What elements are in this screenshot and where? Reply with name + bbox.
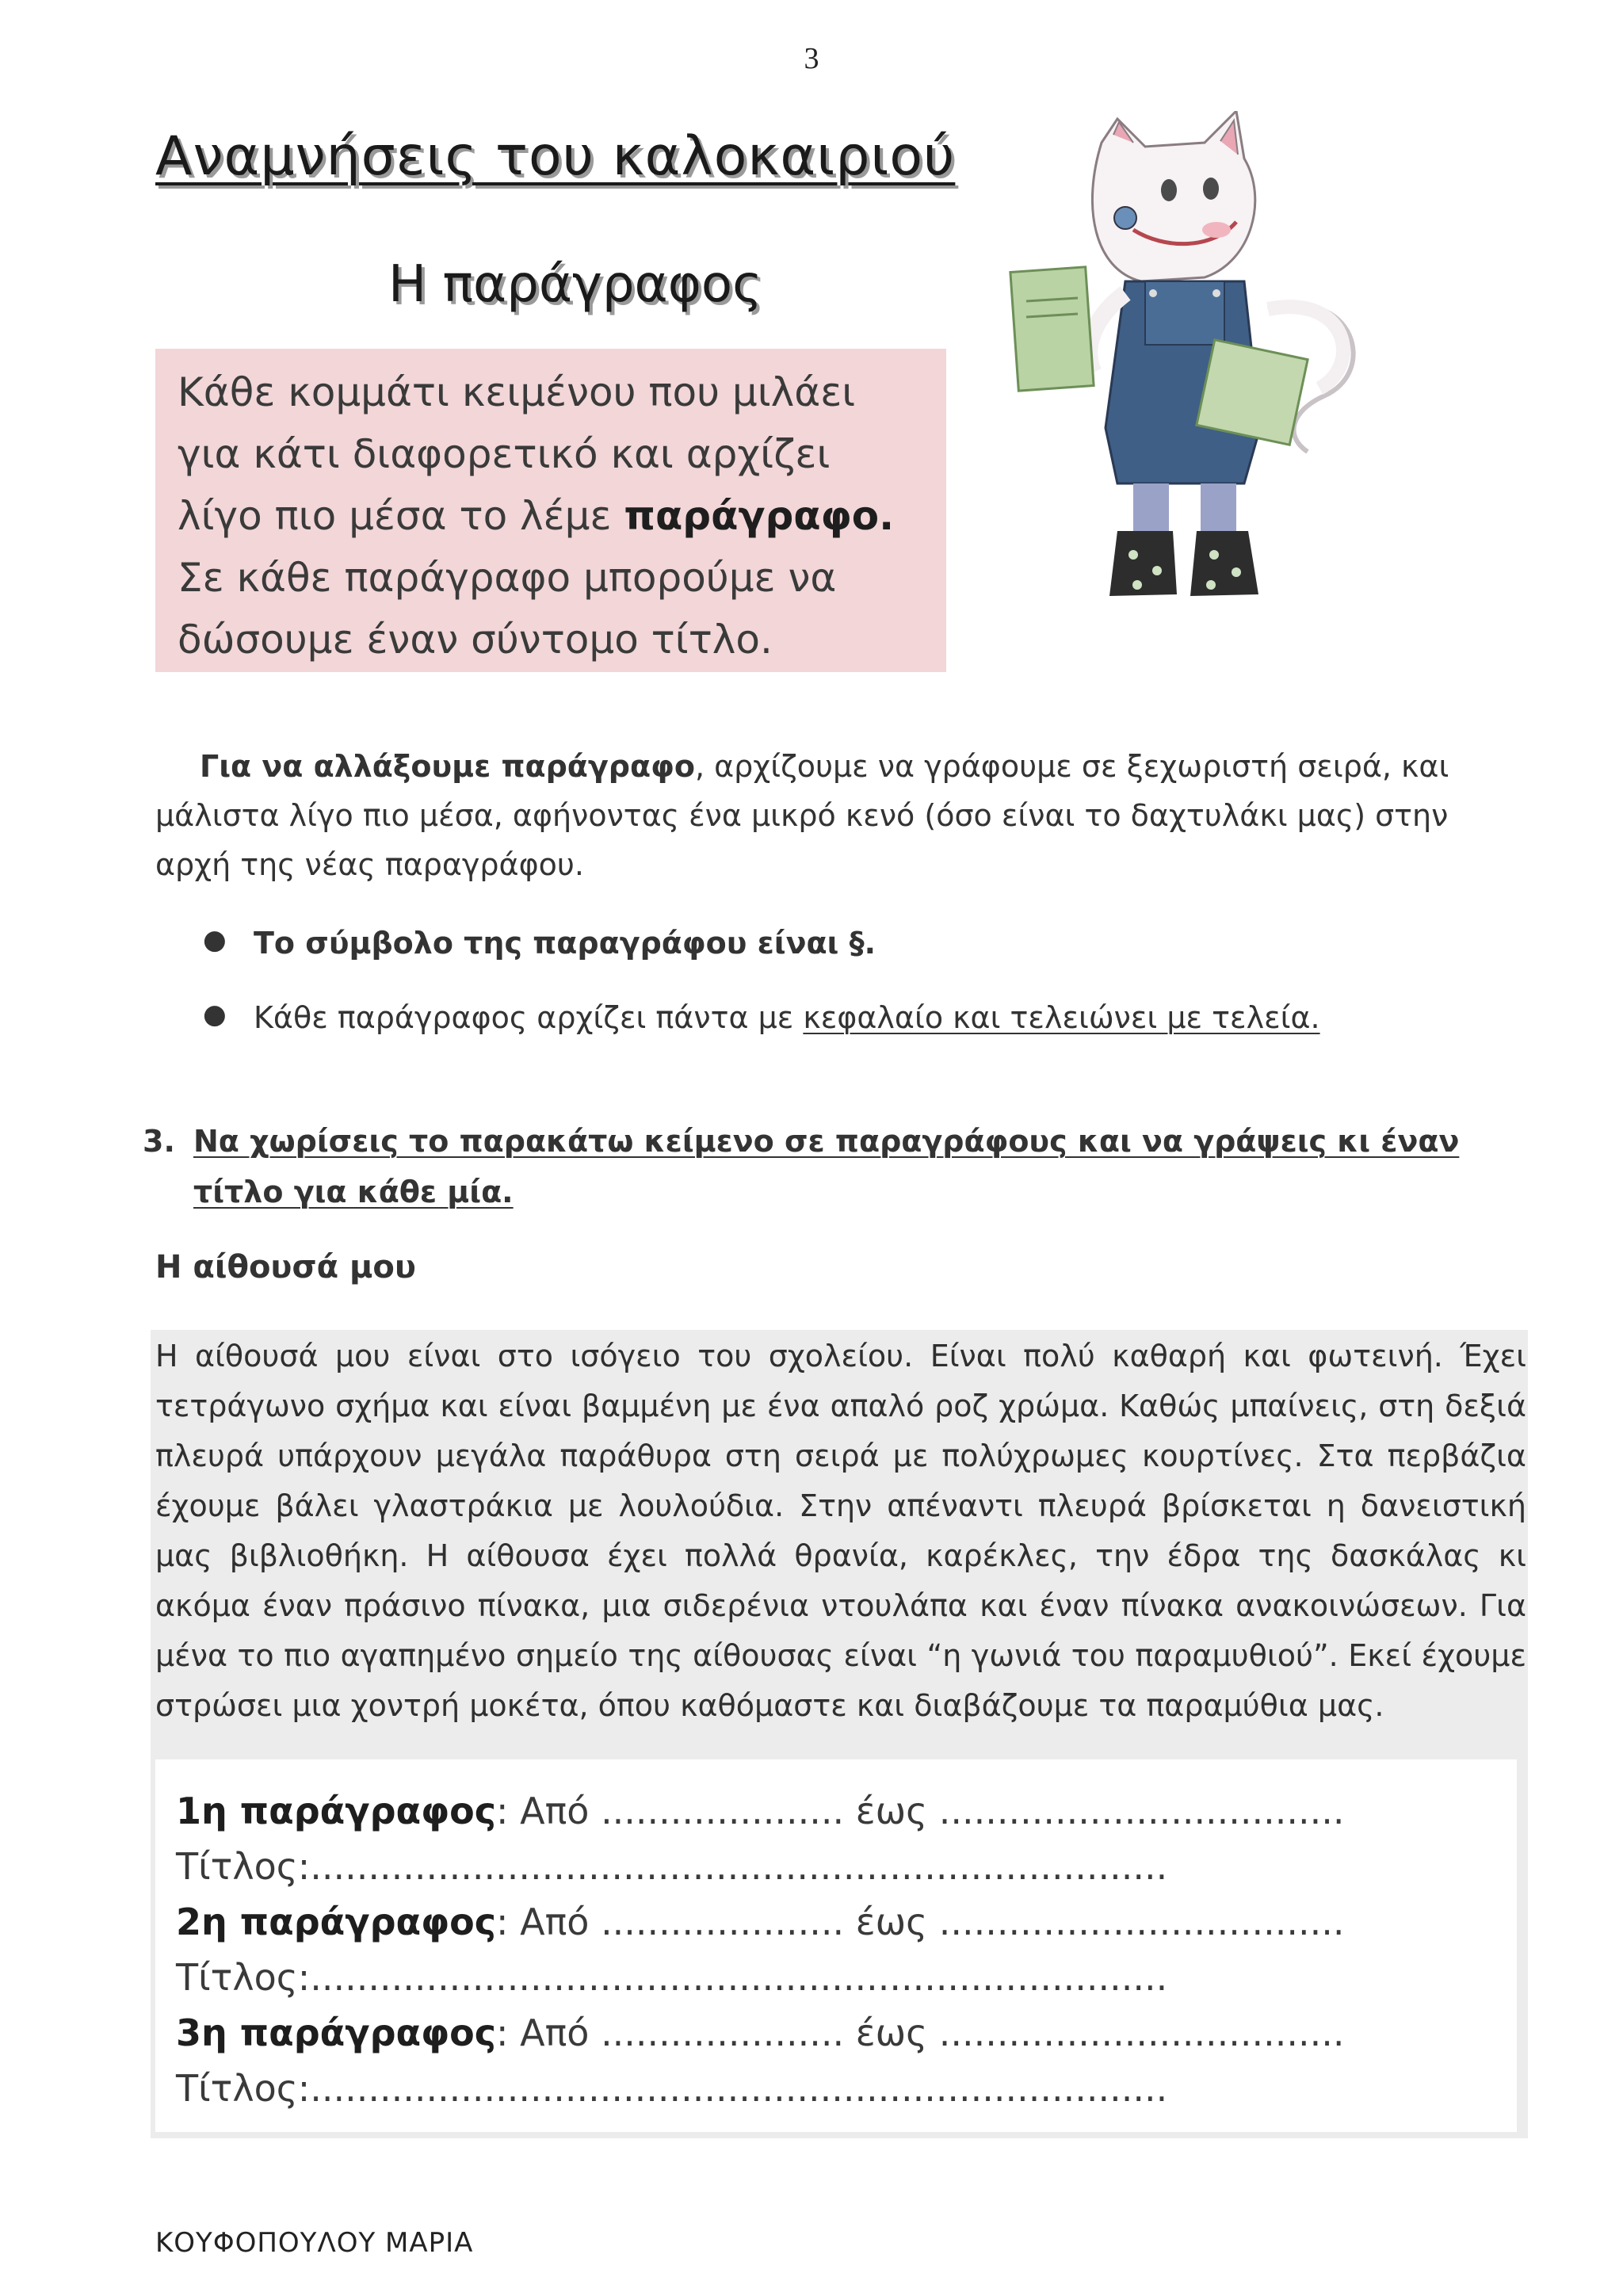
answer-label: 3η παράγραφος	[176, 2011, 497, 2054]
answer-line-paragraph-3[interactable]	[176, 2011, 1345, 2054]
answer-line-paragraph-2[interactable]	[176, 1901, 1345, 1943]
answer-range: : Από ..................... έως ...................................	[496, 1901, 1345, 1943]
section-title: Η αίθουσά μου	[155, 1249, 416, 1286]
bullet-icon: ●	[203, 999, 227, 1030]
bullet-text	[254, 1000, 1320, 1035]
bullet-text: Το σύμβολο της παραγράφου είναι §.	[254, 926, 876, 961]
definition-line: δώσουμε έναν σύντομο τίτλο.	[178, 617, 773, 663]
page-number: 3	[804, 42, 819, 75]
answer-line-paragraph-1[interactable]	[176, 1790, 1345, 1832]
task-text: Να χωρίσεις το παρακάτω κείμενο σε παραγράφους και να γράψεις κι έναν τίτλο για κάθε μία.	[193, 1124, 1460, 1209]
intro-text: , αρχίζουμε να γράφουμε σε ξεχωριστή σειρά, και μάλιστα λίγο πιο μέσα, αφήνοντας ένα μικρό κενό (όσο είναι το δαχτυλάκι μας) στην αρχή της νέας παραγράφου.	[155, 749, 1449, 882]
definition-line: Σε κάθε παράγραφο μπορούμε να	[178, 555, 837, 601]
bullet-text-underlined: κεφαλαίο και τελειώνει με τελεία.	[803, 1000, 1320, 1035]
bullet-text-plain: Κάθε παράγραφος αρχίζει πάντα με	[254, 1000, 804, 1035]
bullet-icon: ●	[203, 924, 227, 956]
answer-title: Τίτλος:..........................................................................	[176, 2067, 1168, 2110]
answer-label: 2η παράγραφος	[176, 1901, 497, 1943]
answer-title-line-2[interactable]	[176, 1956, 1167, 1999]
answer-title-line-1[interactable]	[176, 1845, 1167, 1888]
cat-illustration	[1006, 111, 1387, 602]
answer-title-line-3[interactable]	[176, 2067, 1167, 2110]
definition-bold-word: παράγραφο	[624, 493, 880, 539]
definition-line	[178, 485, 924, 547]
definition-period: .	[879, 493, 895, 539]
answer-label: 1η παράγραφος	[176, 1790, 497, 1832]
intro-bold: Για να αλλάξουμε παράγραφο	[200, 749, 695, 784]
intro-paragraph	[155, 742, 1471, 889]
answer-title: Τίτλος:..........................................................................	[176, 1845, 1168, 1888]
definition-line: για κάτι διαφορετικό και αρχίζει	[178, 431, 831, 477]
footer-author: ΚΟΥΦΟΠΟΥΛΟΥ ΜΑΡΙΑ	[155, 2227, 474, 2259]
answer-range: : Από ..................... έως ...................................	[496, 1790, 1345, 1832]
body-text: Η αίθουσά μου είναι στο ισόγειο του σχολείου. Είναι πολύ καθαρή και φωτεινή. Έχει τετράγωνο σχήμα και είναι βαμμένη με ένα απαλό ροζ χρώμα. Καθώς μπαίνεις, στη δεξιά πλευρά υπάρχουν μεγάλα παράθυρα στη σειρά με πολύχρωμες κουρτίνες. Στα περβάζια έχουμε βάλει γλαστράκια με λουλούδια. Στην απέναντι πλευρά βρίσκεται η δανειστική μας βιβλιοθήκη. Η αίθουσα έχει πολλά θρανία, καρέκλες, την έδρα της δασκάλας κι ακόμα έναν πράσινο πίνακα, μια σιδερένια ντουλάπα και έναν πίνακα ανακοινώσεων. Για μένα το πιο αγαπημένο σημείο της αίθουσας είναι “η γωνιά του παραμυθιού”. Εκεί έχουμε στρώσει μια χοντρή μοκέτα, όπου καθόμαστε και διαβάζουμε τα παραμύθια μας.	[155, 1339, 1526, 1723]
task-number: 3.	[143, 1124, 175, 1159]
definition-line-text: λίγο πιο μέσα το λέμε	[178, 493, 624, 539]
definition-line: Κάθε κομμάτι κειμένου που μιλάει	[178, 369, 856, 415]
page-subtitle: Η παράγραφος	[388, 255, 762, 314]
answer-title: Τίτλος:..........................................................................	[176, 1956, 1168, 1999]
page-title: Αναμνήσεις του καλοκαιριού	[155, 125, 956, 188]
definition-box	[155, 349, 946, 672]
answer-range: : Από ..................... έως ...................................	[496, 2011, 1345, 2054]
